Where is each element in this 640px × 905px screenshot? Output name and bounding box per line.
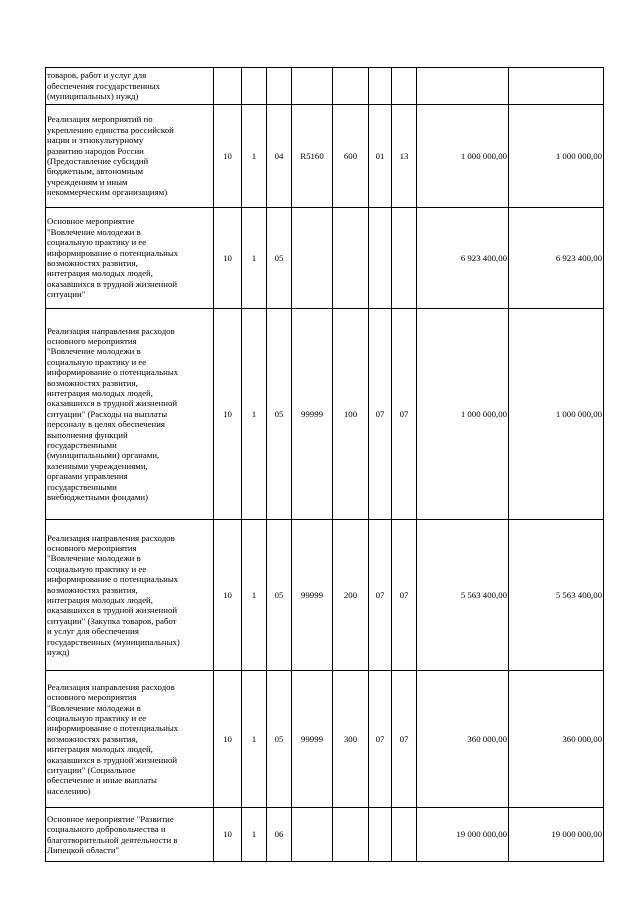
program-code-cell: 05 [267,208,292,309]
amount-cell-1: 6 923 400,00 [417,208,509,309]
subdivision-code-cell: 07 [392,671,417,808]
expense-type-cell [333,68,369,105]
division-code-cell: 07 [369,309,392,520]
program-code-cell: 05 [267,309,292,520]
subsection-code-cell: 1 [242,808,267,862]
table-row [46,208,604,309]
subsection-code-cell: 1 [242,309,267,520]
section-code-cell: 10 [214,520,242,671]
section-code-cell [214,68,242,105]
budget-table [45,67,604,862]
expense-type-cell: 200 [333,520,369,671]
expense-type-cell [333,208,369,309]
subsection-code-cell: 1 [242,208,267,309]
amount-cell-2: 1 000 000,00 [509,105,604,208]
direction-code-cell: R5160 [292,105,333,208]
subdivision-code-cell [392,68,417,105]
row-name-cell: Реализация направления расходов основного мероприятия "Вовлечение молодежи в социальную практику и ее информирование о потенциальных возможностях развития, интеграция молодых людей, оказавшихся в трудной жизненной ситуации" (Социальное обеспечение и иные выплаты населению) [46,671,214,808]
subdivision-code-cell: 07 [392,520,417,671]
table-row [46,808,604,862]
amount-cell-2: 5 563 400,00 [509,520,604,671]
amount-cell-2: 19 000 000,00 [509,808,604,862]
amount-cell-1: 1 000 000,00 [417,309,509,520]
amount-cell-2 [509,68,604,105]
program-code-cell: 04 [267,105,292,208]
expense-type-cell: 600 [333,105,369,208]
section-code-cell: 10 [214,208,242,309]
amount-cell-1: 19 000 000,00 [417,808,509,862]
subdivision-code-cell [392,808,417,862]
section-code-cell: 10 [214,105,242,208]
row-name-cell: Основное мероприятие "Вовлечение молодежи в социальную практику и ее информирование о потенциальных возможностях развития, интеграция молодых людей, оказавшихся в трудной жизненной ситуации" [46,208,214,309]
table-body [46,68,604,862]
division-code-cell [369,68,392,105]
table-row [46,105,604,208]
subdivision-code-cell: 13 [392,105,417,208]
direction-code-cell: 99999 [292,671,333,808]
row-name-cell: Основное мероприятие "Развитие социального добровольчества и благотворительной деятельности в Липецкой области" [46,808,214,862]
division-code-cell: 07 [369,520,392,671]
direction-code-cell [292,68,333,105]
direction-code-cell: 99999 [292,309,333,520]
subsection-code-cell: 1 [242,671,267,808]
amount-cell-1: 1 000 000,00 [417,105,509,208]
expense-type-cell: 100 [333,309,369,520]
amount-cell-2: 360 000,00 [509,671,604,808]
amount-cell-2: 1 000 000,00 [509,309,604,520]
amount-cell-1 [417,68,509,105]
program-code-cell [267,68,292,105]
table-row [46,520,604,671]
expense-type-cell: 300 [333,671,369,808]
table-row [46,68,604,105]
expense-type-cell [333,808,369,862]
section-code-cell: 10 [214,309,242,520]
subsection-code-cell: 1 [242,105,267,208]
subsection-code-cell: 1 [242,520,267,671]
section-code-cell: 10 [214,671,242,808]
program-code-cell: 06 [267,808,292,862]
table-row [46,671,604,808]
direction-code-cell [292,208,333,309]
amount-cell-1: 5 563 400,00 [417,520,509,671]
row-name-cell: Реализация направления расходов основного мероприятия "Вовлечение молодежи в социальную практику и ее информирование о потенциальных возможностях развития, интеграция молодых людей, оказавшихся в трудной жизненной ситуации" (Закупка товаров, работ и услуг для обеспечения государственных (муниципальных) нужд) [46,520,214,671]
subdivision-code-cell [392,208,417,309]
row-name-cell: Реализация мероприятий по укреплению единства российской нации и этнокультурному развитию народов России (Предоставление субсидий бюджетным, автономным учреждениям и иным некоммерческим организациям) [46,105,214,208]
section-code-cell: 10 [214,808,242,862]
table-row [46,309,604,520]
program-code-cell: 05 [267,520,292,671]
subsection-code-cell [242,68,267,105]
division-code-cell: 07 [369,671,392,808]
row-name-cell: товаров, работ и услуг для обеспечения государственных (муниципальных) нужд) [46,68,214,105]
division-code-cell: 01 [369,105,392,208]
amount-cell-1: 360 000,00 [417,671,509,808]
amount-cell-2: 6 923 400,00 [509,208,604,309]
row-name-cell: Реализация направления расходов основного мероприятия "Вовлечение молодежи в социальную практику и ее информирование о потенциальных возможностях развития, интеграция молодых людей, оказавшихся в трудной жизненной ситуации" (Расходы на выплаты персоналу в целях обеспечения выполнения функций государственными (муниципальными) органами, казенными учреждениями, органами управления государственными внебюджетными фондами) [46,309,214,520]
division-code-cell [369,808,392,862]
direction-code-cell: 99999 [292,520,333,671]
subdivision-code-cell: 07 [392,309,417,520]
division-code-cell [369,208,392,309]
program-code-cell: 05 [267,671,292,808]
direction-code-cell [292,808,333,862]
